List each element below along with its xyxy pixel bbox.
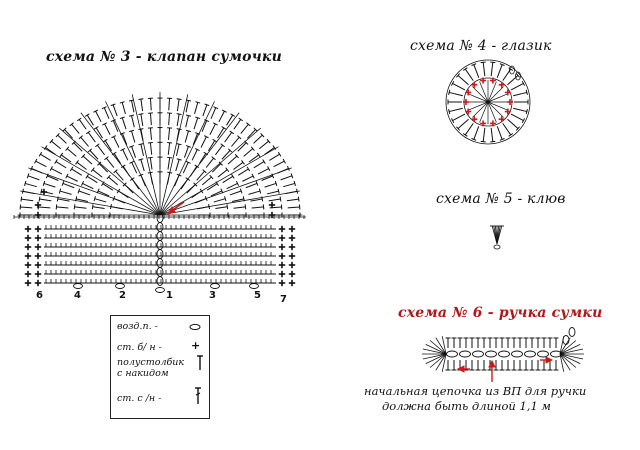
chain-oval	[512, 351, 523, 357]
legend-label-hdc-2: с накидом	[117, 368, 169, 379]
scheme4-title: схема № 4 - глазик	[410, 38, 552, 54]
plus-icon: +	[191, 339, 201, 352]
chain-oval	[569, 328, 575, 337]
scheme3-title: схема № 3 - клапан сумочки	[46, 49, 282, 65]
legend-label-chain: возд.п. -	[117, 321, 158, 332]
row-number: 7	[280, 294, 287, 305]
scheme6-title: схема № 6 - ручка сумки	[398, 305, 603, 321]
row-number: 5	[254, 290, 261, 301]
handle-note-line2: должна быть длиной 1,1 м	[382, 399, 551, 413]
handle-arrow-head	[546, 357, 552, 363]
chain-oval	[473, 351, 484, 357]
chain-oval	[447, 351, 458, 357]
handle-note-line1: начальная цепочка из ВП для ручки	[364, 384, 587, 398]
chain-oval	[551, 351, 562, 357]
chain-oval	[460, 351, 471, 357]
chain-oval	[499, 351, 510, 357]
chain-oval	[538, 351, 549, 357]
legend-label-hdc: полустолбик	[117, 357, 185, 368]
chain-oval	[525, 351, 536, 357]
row-number: 3	[209, 290, 216, 301]
legend-label-dc: ст. с /н -	[117, 393, 162, 404]
legend-label-sc: ст. б/ н -	[117, 342, 162, 353]
row-number: 1	[166, 290, 173, 301]
scheme5-title: схема № 5 - клюв	[436, 191, 566, 207]
row-number: 6	[36, 290, 43, 301]
row-number: 2	[119, 290, 126, 301]
row-number: 4	[74, 290, 81, 301]
chain-oval	[563, 336, 569, 345]
chain-oval	[486, 351, 497, 357]
handle-arrow-head	[458, 366, 464, 372]
